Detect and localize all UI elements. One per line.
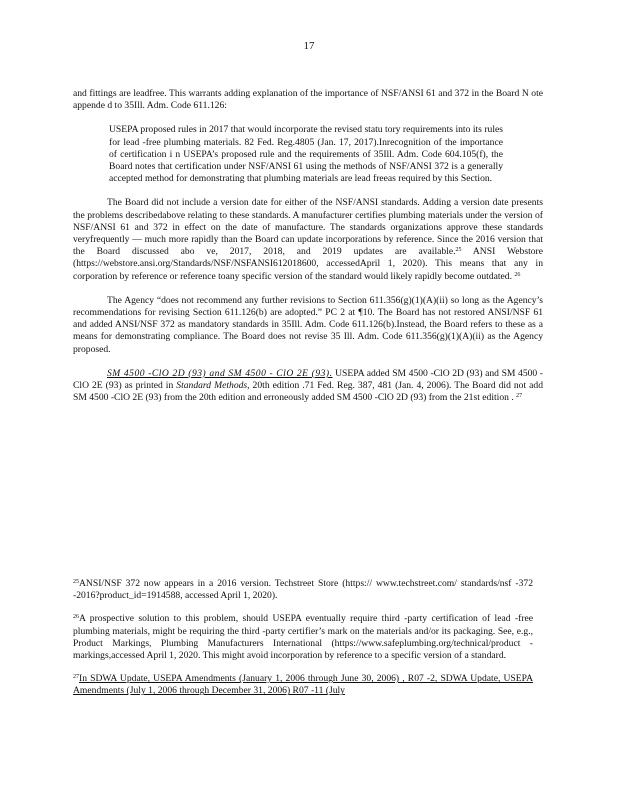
paragraph-sm-4500-text-2: , 20th edition .71 Fed. Reg. 387, 481 (Jan. 4, 2006). The Board did not add SM 4500 -ClO 2E (93) from the 20th edition and erroneously added SM 4500 -ClO 2D (93) from the 21st edition . xyxy=(73,380,543,404)
footnote-number: 27 xyxy=(73,674,79,681)
footnote-26 xyxy=(73,613,533,662)
paragraph-version-date-text: The Board did not include a version date for either of the NSF/ANSI standards. Adding a version date presents the problems describedabove relating to these standards. A manufacturer certifies plumbing materials under the version of NSF/ANSI 61 and 372 in effect on the date of manufacture. The standards organizations approve these standards veryfrequently — much more rapidly than the Board can update incorporations by reference. Since the 2016 version that the Board discussed abo ve, 2017, 2018, and 2019 updates are available. xyxy=(73,197,543,258)
footnote-ref-27: 27 xyxy=(516,393,523,400)
footnotes xyxy=(73,578,533,709)
footnote-ref-25: 25 xyxy=(455,247,462,254)
section-heading-sm-4500: SM 4500 -ClO 2D (93) and SM 4500 - ClO 2E (93). xyxy=(107,367,333,379)
footnote-25 xyxy=(73,578,533,602)
paragraph-agency: The Agency “does not recommend any further revisions to Section 611.356(g)(1)(A)(ii) so long as the Agency’s recommendations for revising Section 611.126(b) are adopted.” PC 2 at ¶10. The Board has not restored ANSI/NSF 61 and added ANSI/NSF 372 as mandatory standards in 35Ill. Adm. Code 611.126(b).Instead, the Board refers to these as a means for demonstrating compliance. The Board does not revise 35 Ill. Adm. Code 611.356(g)(1)(A)(ii) as the Agency proposed. xyxy=(73,294,543,355)
paragraph-sm-4500 xyxy=(73,368,543,405)
footnote-text: ANSI/NSF 372 now appears in a 2016 version. Techstreet Store (https:// www.techstreet.com/ standards/nsf -372 -2016?product_id=1914588, accessed April 1, 2020). xyxy=(73,578,533,602)
footnote-number: 26 xyxy=(73,614,79,621)
footnote-text: A prospective solution to this problem, should USEPA eventually require third -party certification of lead -free plumbing materials, might be requiring the third -party certifier’s mark on the materials and/or its packaging. See, e.g., Product Markings, Plumbing Manufacturers International (https://www.safeplumbing.org/technical/product -markings,accessed April 1, 2020. This might avoid incorporation by reference to a specific version of a standard. xyxy=(73,613,533,662)
paragraph-sm-4500-text: USEPA added SM 4500 -ClO 2D (93) and SM 4500 -ClO 2E (93) as printed in xyxy=(73,367,544,392)
footnote-27 xyxy=(73,673,533,697)
footnote-text: In SDWA Update, USEPA Amendments (January 1, 2006 through June 30, 2006) , R07 -2, SDWA Update, USEPA Amendments (July 1, 2006 through December 31, 2006) R07 -11 (July xyxy=(73,673,533,697)
block-quote: USEPA proposed rules in 2017 that would incorporate the revised statu tory requirements into its rules for lead -free plumbing materials. 82 Fed. Reg.4805 (Jan. 17, 2017).Inrecognition of the importance of certification i n USEPA’s proposed rule and the requirements of 35Ill. Adm. Code 604.105(f), the Board notes that certification under NSF/ANSI 61 using the methods of NSF/ANSI 372 is a generally accepted method for demonstrating that plumbing materials are lead freeas required by this Section. xyxy=(109,124,503,185)
footnote-number: 25 xyxy=(73,579,79,585)
paragraph-version-date xyxy=(73,197,543,282)
page-number: 17 xyxy=(303,40,315,52)
body-text xyxy=(73,88,543,416)
paragraph-intro: and fittings are leadfree. This warrants adding explanation of the importance of NSF/ANSI 61 and 372 in the Board N ote appende d to 35Ill. Adm. Code 611.126: xyxy=(73,88,543,112)
paragraph-version-date-text-2: ANSI Webstore (https://webstore.ansi.org/Standards/NSF/NSFANSI612018600, accessedApril 1, 2020). This means that any in corporation by reference or reference toany specific version of the standard would likely rapidly become outdated. xyxy=(73,246,543,282)
footnote-ref-26: 26 xyxy=(514,271,521,278)
standard-methods-title: Standard Methods xyxy=(176,380,248,392)
